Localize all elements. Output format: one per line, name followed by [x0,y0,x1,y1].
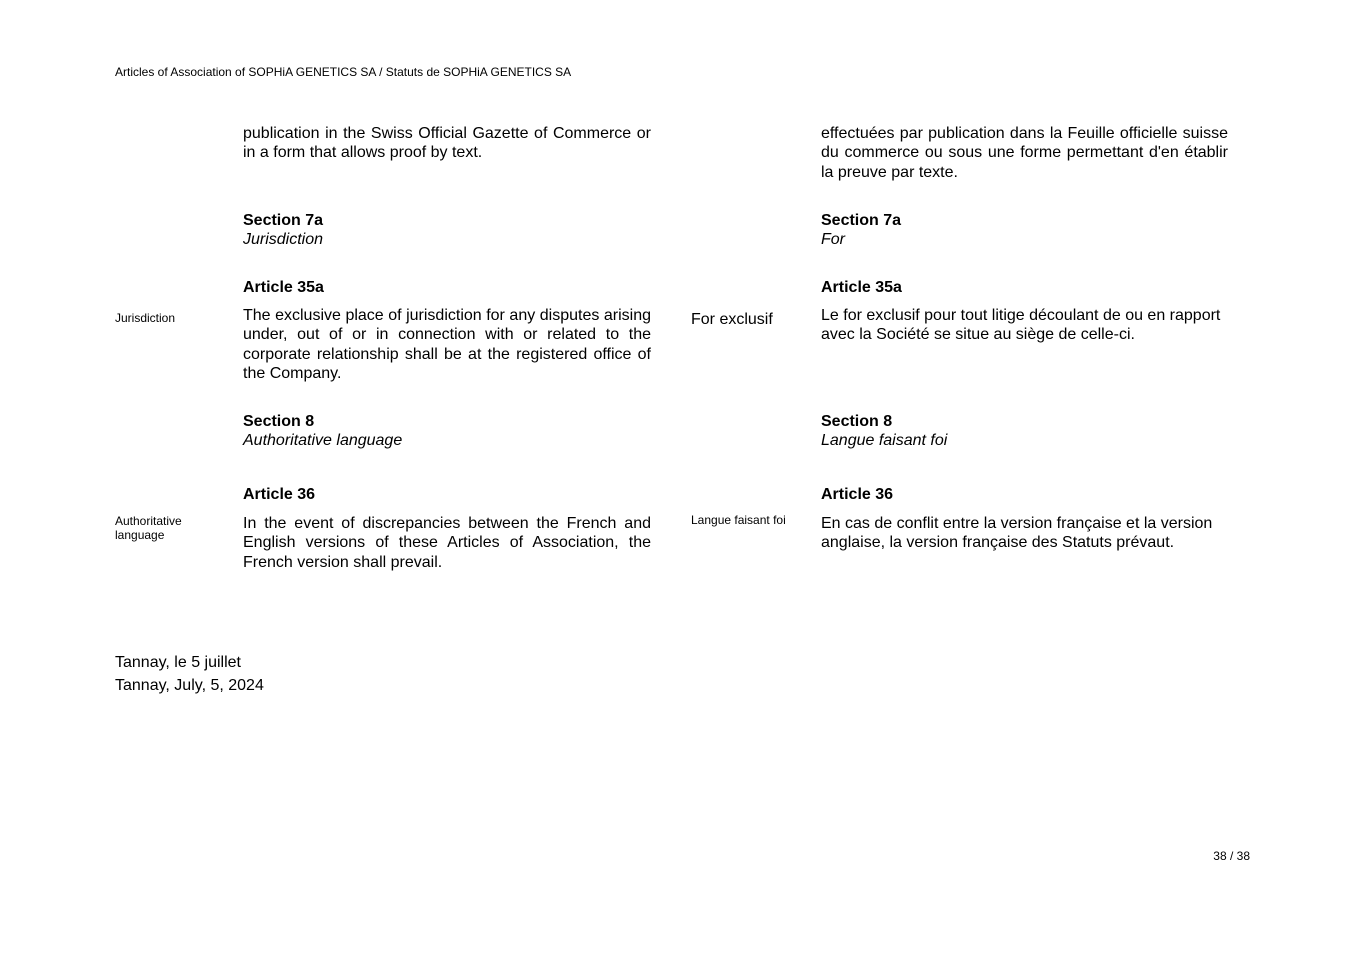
margin-label-jurisdiction: Jurisdiction [115,311,176,325]
signature-date-fr: Tannay, le 5 juillet [115,654,241,671]
margin-label-for-exclusif: For exclusif [691,311,773,328]
continuation-text-en: publication in the Swiss Official Gazette of Commerce or in a form that allows proof by text. [243,125,651,162]
section-8-subtitle-en: Authoritative language [243,432,403,449]
section-8-subtitle-fr: Langue faisant foi [821,432,948,449]
article-35a-text-en: The exclusive place of jurisdiction for any disputes arising under, out of or in connection with or related to the corporate relationship shall be at the registered office of the Company. [243,307,651,382]
page-number: 38 / 38 [1213,849,1250,863]
section-7a-subtitle-fr: For [821,231,845,248]
article-35a-heading-fr: Article 35a [821,279,902,296]
article-35a-heading-en: Article 35a [243,279,324,296]
margin-label-line1: Authoritative [115,514,182,528]
section-7a-subtitle-en: Jurisdiction [243,231,324,248]
article-36-text-fr: En cas de conflit entre la version française et la version anglaise, la version française des Statuts prévaut. [821,515,1213,552]
margin-label-langue-faisant-foi: Langue faisant foi [691,513,786,527]
section-8-heading-en: Section 8 [243,413,315,430]
margin-label-line2: language [115,528,165,542]
article-35a-text-fr: Le for exclusif pour tout litige découlant de ou en rapport avec la Société se situe au siège de celle-ci. [821,307,1221,344]
section-7a-heading-fr: Section 7a [821,212,902,229]
article-36-heading-fr: Article 36 [821,486,894,503]
signature-date-en: Tannay, July, 5, 2024 [115,677,264,694]
article-36-heading-en: Article 36 [243,486,316,503]
continuation-text-fr: effectuées par publication dans la Feuille officielle suisse du commerce ou sous une forme permettant d'en établir la preuve par texte. [821,125,1228,181]
section-7a-heading-en: Section 7a [243,212,324,229]
document-header: Articles of Association of SOPHiA GENETICS SA / Statuts de SOPHiA GENETICS SA [115,65,572,79]
margin-label-authoritative-language [115,514,182,542]
article-36-text-en: In the event of discrepancies between the French and English versions of these Articles of Association, the French version shall prevail. [243,515,651,571]
section-8-heading-fr: Section 8 [821,413,893,430]
